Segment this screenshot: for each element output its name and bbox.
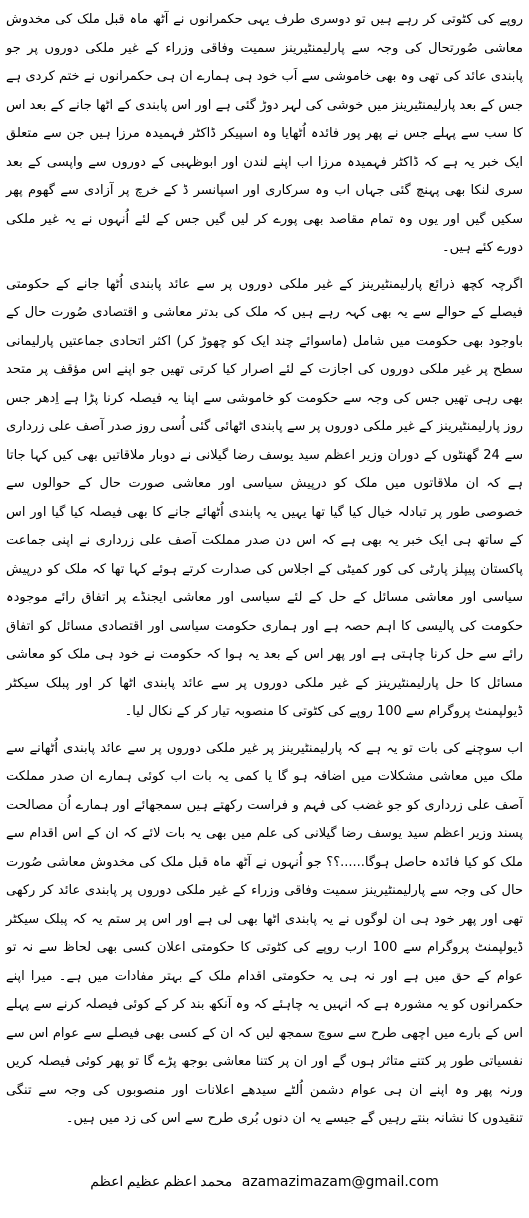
author-name: محمد اعظم عظیم اعظم xyxy=(90,1175,233,1190)
article-paragraph-2: اگرچہ کچھ ذرائع پارلیمنٹیرینز کے غیر ملکی دوروں پر سے عائد پابندی اُٹھا جانے کے حکومتی فیصلے کے حوالے سے یہ بھی کہہ رہے ہیں کہ ملک کی بدتر معاشی و اقتصادی صُورت حال کے باوجود بھی حکومت میں شامل (ماسوائے چند ایک کو چھوڑ کر) اکثر اتحادی جماعتیں پارلیمانی سطح پر غیر ملکی دوروں کی اجازت کے لئے اصرار کیا کرتی تھیں جو اپنے اس مؤقف پر متحد بھی رہی تھیں جس کی وجہ سے حکومت کو خاموشی سے اپنا یہ فیصلہ کرنا پڑا ہے اِدھر جس روز پارلیمنٹیرینز کے غیر ملکی دوروں پر سے پابندی اٹھائی گئی اُسی روز صدر آصف علی زرداری سے 24 گھنٹوں کے دوران وزیر اعظم سید یوسف رضا گیلانی نے دوبار ملاقاتیں بھی کیں کہا جاتا ہے کہ ان ملاقاتوں میں ملک کو درپیش سیاسی اور معاشی صورت حال کے حوالوں سے خصوصی طور پر تبادلہ خیال کیا گیا تھا یہیں یہ پابندی اُٹھائے جانے کا بھی فیصلہ کیا گیا اور اس کے ساتھ ہی ایک خبر یہ بھی ہے کہ اس دن صدر مملکت آصف علی زرداری نے اپنی جماعت پاکستان پیپلز پارٹی کی کور کمیٹی کے اجلاس کی صدارت کرتے ہوئے کہا تھا کہ ملک کو درپیش سیاسی اور معاشی مسائل کے حل کے لئے سیاسی اور معاشی ایجنڈے پر اتفاق رائے موجودہ حکومت کی پالیسی کا اہم حصہ ہے اور ہماری حکومت سیاسی اور اقتصادی مسائل کو اتفاق رائے سے حل کرنا چاہتی ہے اور پھر اس کے بعد یہ ہوا کہ حکومت نے خود ہی ملک کو معاشی مسائل کا حل پارلیمنٹیرینز کے غیر ملکی دوروں پر سے عائد پابندی اٹھا کر اور پبلک سیکٹر ڈیولپمنٹ پروگرام سے 100 روپے کی کٹوتی کا منصوبہ تیار کر کے نکال لیا۔ xyxy=(6,276,523,719)
article-paragraph-1: روپے کی کٹوتی کر رہے ہیں تو دوسری طرف یہی حکمرانوں نے آٹھ ماہ قبل ملک کی مخدوش معاشی صُورتحال کی وجہ سے پارلیمنٹیرینز سمیت وفاقی وزراء کے غیر ملکی دوروں پر جو پابندی عائد کی تھی وہ بھی خاموشی سے اَب خود ہی ہمارے ان ہی حکمرانوں نے ختم کردی ہے جس کے بعد پارلیمنٹیرینز میں خوشی کی لہر دوڑ گئی ہے اور اس پابندی کے اٹھا جانے کے بعد اس کا سب سے پہلے جس نے پھر پور فائدہ اُٹھایا وہ اسپیکر ڈاکٹر فہمیدہ مرزا ہیں جن سے متعلق ایک خبر یہ ہے کہ ڈاکٹر فہمیدہ مرزا اب اپنے لندن اور ابوظہبی کے دوروں سے واپسی کے بعد سری لنکا بھی پہنچ گئی جہاں اب وہ سرکاری اور اسپانسر ڈ کے خرچ پر آزادی سے گھوم پھر سکیں گیں اور یوں وہ تمام مقاصد بھی پورے کر لیں گیں جس کے لئے اُنہوں نے یہ غیر ملکی دورے کئے ہیں۔ xyxy=(6,12,523,255)
author-email[interactable]: azamazimazam@gmail.com xyxy=(241,1174,439,1190)
article-paragraph-3: اب سوچنے کی بات تو یہ ہے کہ پارلیمنٹیرینز پر غیر ملکی دوروں پر سے عائد پابندی اُٹھانے سے ملک میں معاشی مشکلات میں اضافہ ہو گا یا کمی یہ بات اب کوئی ہمارے ان صدر مملکت آصف علی زرداری کو جو غضب کی فہم و فراست رکھتے ہیں سمجھائے اور ہمارے اُن مصالحت پسند وزیر اعظم سید یوسف رضا گیلانی کی علم میں بھی یہ بات لائے کہ ان کے اس اقدام سے ملک کو کیا فائدہ حاصل ہوگا......؟؟ جو اُنہوں نے آٹھ ماہ قبل ملک کی مخدوش معاشی صُورت حال کی وجہ سے پارلیمنٹیرینز سمیت وفاقی وزراء کے غیر ملکی دوروں پر پابندی عائد کر رکھی تھی اور پھر خود ہی ان لوگوں نے یہ پابندی اٹھا بھی لی ہے اور اس پر ستم یہ کہ پبلک سیکٹر ڈیولپمنٹ پروگرام سے 100 ارب روپے کی کٹوتی کا حکومتی اعلان کسی بھی لحاظ سے نہ تو عوام کے حق میں ہے اور نہ ہی یہ حکومتی اقدام ملک کے بہتر مفادات میں ہے۔ میرا اپنے حکمرانوں کو یہ مشورہ ہے کہ انہیں یہ چاہئے کہ وہ آنکھ بند کر کے کوئی فیصلہ کرنے سے پہلے اس کے بارے میں اچھی طرح سے سوچ سمجھ لیں کہ ان کے کسی بھی فیصلے سے عوام اس سے نفسیاتی طور پر کتنے متاثر ہوں گے اور ان پر کتنا معاشی بوجھ پڑے گا تو پھر کوئی فیصلہ کریں ورنہ پھر وہ اپنے ان ہی عوام دشمن اُلٹے سیدھے اعلانات اور منصوبوں کی وجہ سے تنگی تنقیدوں کا نشانہ بنتے رہیں گے جیسے یہ ان دنوں بُری طرح سے اس کی زد میں ہیں۔ xyxy=(6,740,523,1126)
author-signature xyxy=(0,1172,529,1193)
